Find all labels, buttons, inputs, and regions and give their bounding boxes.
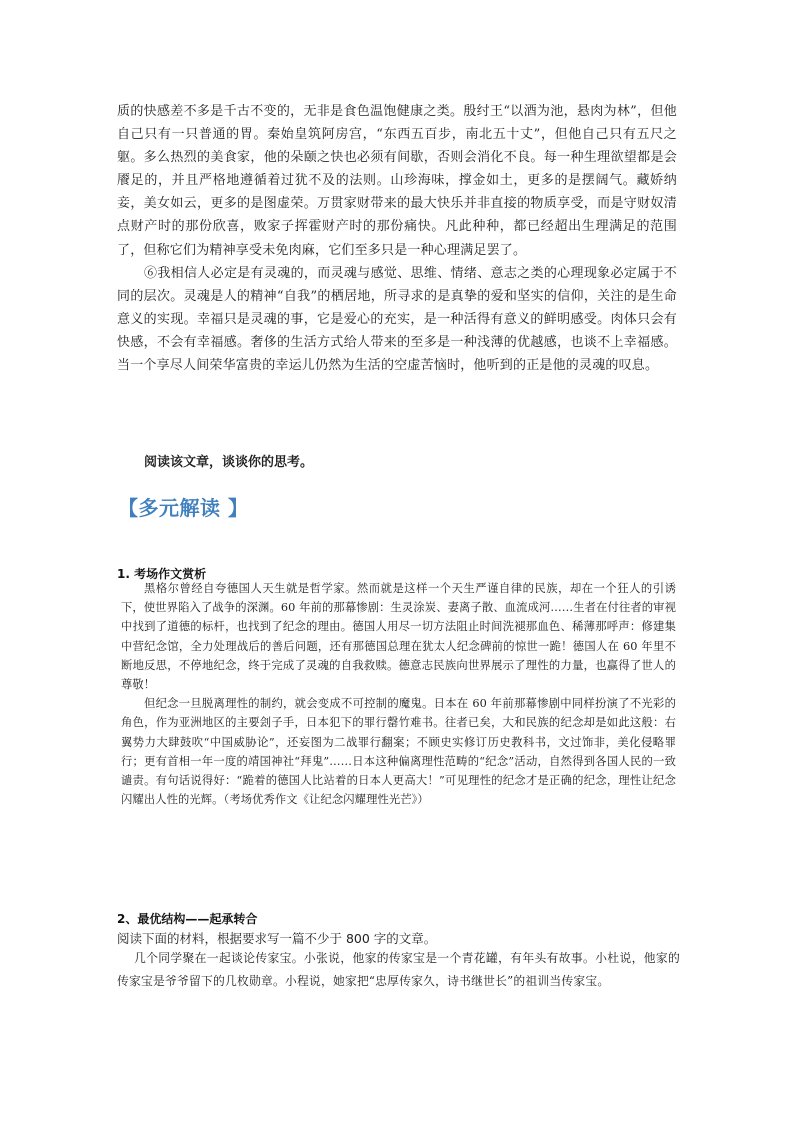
reading-question: 阅读该文章，谈谈你的思考。	[144, 455, 314, 470]
essay-paragraph: 质的快感差不多是千古不变的，无非是食色温饱健康之类。殷纣王“以酒为池，悬肉为林”，但他自己只有一只普通的胃。秦始皇筑阿房宫，“东西五百步，南北五十丈”，但他自己只有五尺之躯。多么热烈的美食家，他的朵颐之快也必须有间歇，否则会消化不良。每一种生理欲望都是会餍足的，并且严格地遵循着过犹不及的法则。山珍海味，撑金如土，更多的是摆阔气。藏娇纳妾，美女如云，更多的是图虚荣。万贯家财带来的最大快乐并非直接的物质享受，而是守财奴清点财产时的那份欣喜，败家子挥霍财产时的那份痛快。凡此种种，都已经超出生理满足的范围了，但称它们为精神享受未免肉麻，它们至多只是一种心理满足罢了。	[117, 104, 677, 258]
material-paragraph: 几个同学聚在一起谈论传家宝。小张说，他家的传家宝是一个青花罐，有年头有故事。小杜说，他家的传家宝是爷爷留下的几枚勋章。小程说，她家把“忠厚传家久，诗书继世长”的祖训当传家宝。	[117, 951, 680, 988]
model-essay-excerpt	[121, 579, 676, 809]
model-essay-paragraph-2: 但纪念一旦脱离理性的制约，就会变成不可控制的魔鬼。日本在 60 年前那幕惨剧中同样扮演了不光彩的角色，作为亚洲地区的主要刽子手，日本犯下的罪行罄竹难书。往者已矣，大和民族的纪念却是如此这般：右翼势力大肆鼓吹“中国威胁论”，还妄图为二战罪行翻案；不顾史实修订历史教科书，文过饰非，美化侵略罪行；更有首相一年一度的靖国神社“拜鬼”……日本这种偏离理性范畴的“纪念”活动，自然得到各国人民的一致谴责。有句话说得好：“跪着的德国人比站着的日本人更高大！”可见理性的纪念才是正确的纪念，理性让纪念闪耀出人性的光辉。（考场优秀作文《让纪念闪耀理性光芒》）	[121, 697, 676, 807]
section-header-multiple-interpretations: 【多元解读 】	[118, 496, 249, 520]
essay-paragraph-6: ⑥我相信人必定是有灵魂的，而灵魂与感觉、思维、情绪、意志之类的心理现象必定属于不同的层次。灵魂是人的精神“自我”的栖居地，所寻求的是真挚的爱和坚实的信仰，关注的是生命意义的实现。幸福只是灵魂的事，它是爱心的充实，是一种活得有意义的鲜明感受。肉体只会有快感，不会有幸福感。奢侈的生活方式给人带来的至多是一种浅薄的优越感，也谈不上幸福感。当一个享尽人间荣华富贵的幸运儿仍然为生活的空虚苦恼时，他听到的正是他的灵魂的叹息。	[117, 265, 677, 374]
writing-instruction: 阅读下面的材料，根据要求写一篇不少于 800 字的文章。	[117, 931, 437, 946]
part1-heading: 1. 考场作文赏析	[117, 567, 207, 581]
model-essay-paragraph-1: 黑格尔曾经自夸德国人天生就是哲学家。然而就是这样一个天生严谨自律的民族，却在一个狂人的引诱下，使世界陷入了战争的深渊。60 年前的那幕惨剧：生灵涂炭、妻离子散、血流成河……生者在付往者的审视中找到了道德的标杆，也找到了纪念的理由。德国人用尽一切方法阻止时间洗褪那血色、稀薄那呼声：修建集中营纪念馆，全力处理战后的善后问题，还有那德国总理在犹太人纪念碑前的惊世一跪！德国人在 60 年里不断地反思，不停地纪念，终于完成了灵魂的自我救赎。德意志民族向世界展示了理性的力量，也赢得了世人的尊敬！	[121, 582, 676, 692]
essay-continuation	[117, 100, 677, 377]
part2-heading: 2、最优结构——起承转合	[117, 912, 258, 926]
writing-material	[117, 947, 680, 993]
